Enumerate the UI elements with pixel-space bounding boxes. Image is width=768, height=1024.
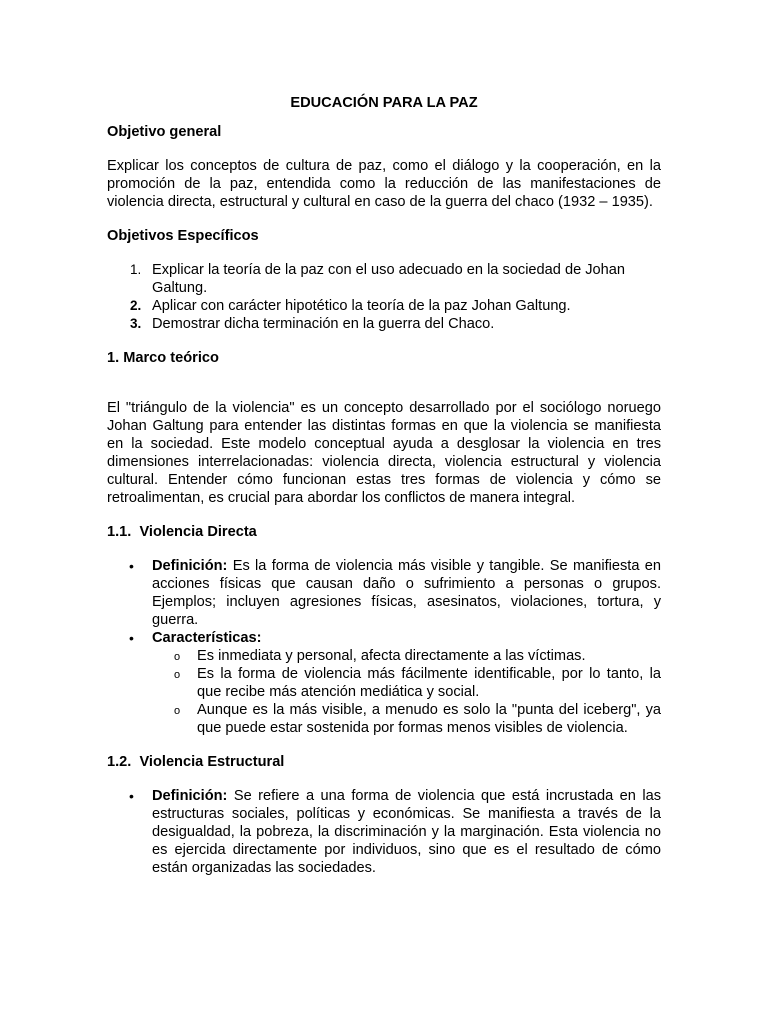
violencia-estructural-list [107,787,661,877]
spacer [107,737,661,753]
caracteristica-text: Aunque es la más visible, a menudo es solo la "punta del iceberg", ya que puede estar sostenida por formas menos visibles de violencia. [197,702,661,736]
caracteristica-text: Es la forma de violencia más fácilmente identificable, por lo tanto, la que recibe más atención mediática y social. [197,666,661,700]
sub-list-item [152,665,661,701]
objetivos-list [107,261,661,333]
spacer [107,211,661,227]
sub-list-item [152,647,661,665]
list-item [107,557,661,629]
objetivo-number: 3. [130,316,142,331]
document-title: EDUCACIÓN PARA LA PAZ [290,95,478,111]
marco-teorico-text: El "triángulo de la violencia" es un concepto desarrollado por el sociólogo noruego Johan Galtung para entender las distintas formas en que la violencia se manifiesta en la sociedad. Este modelo conceptual ayuda a desglosar la violencia en tres dimensiones interrelacionadas: violencia directa, violencia estructural y violencia cultural. Entender cómo funcionan estas tres formas de violencia y cómo se retroalimentan, es crucial para abordar los conflictos de manera integral. [107,400,661,506]
definicion-label: Definición: [152,558,228,574]
sub-list-item [152,701,661,737]
objetivo-text: Demostrar dicha terminación en la guerra del Chaco. [152,316,495,332]
circle-bullet-icon: o [174,669,181,681]
bullet-icon: • [129,558,134,574]
spacer [107,245,661,261]
definicion-text: Es la forma de violencia más visible y tangible. Se manifiesta en acciones físicas que causan daño o sufrimiento a personas o grupos. Ejemplos; incluyen agresiones físicas, asesinatos, violaciones, tortura, y guerra. [152,558,661,628]
objetivo-item [107,261,661,297]
caracteristicas-list [152,647,661,737]
objetivo-item [107,297,661,315]
spacer [107,141,661,157]
heading-violencia-estructural: 1.2. Violencia Estructural [107,754,285,770]
objetivo-text: Explicar la teoría de la paz con el uso adecuado en la sociedad de Johan Galtung. [152,262,625,296]
spacer [107,541,661,557]
list-item [107,787,661,877]
spacer [107,367,661,383]
heading-violencia-directa: 1.1. Violencia Directa [107,524,257,540]
spacer [107,383,661,399]
objetivo-general-text: Explicar los conceptos de cultura de paz, como el diálogo y la cooperación, en la promoción de la paz, entendida como la reducción de las manifestaciones de violencia directa, estructural y cultural en caso de la guerra del chaco (1932 – 1935). [107,158,661,210]
definicion-label: Definición: [152,788,228,804]
spacer [107,333,661,349]
objetivo-number: 1. [130,262,142,277]
violencia-directa-list [107,557,661,737]
caracteristicas-label: Características: [152,630,262,646]
objetivo-text: Aplicar con carácter hipotético la teoría de la paz Johan Galtung. [152,298,571,314]
caracteristica-text: Es inmediata y personal, afecta directamente a las víctimas. [197,648,586,664]
objetivo-item [107,315,661,333]
list-item [107,629,661,737]
definicion-text: Se refiere a una forma de violencia que está incrustada en las estructuras sociales, políticas y económicas. Se manifiesta a través de la desigualdad, la pobreza, la discriminación y la marginación. Esta violencia no es ejercida directamente por individuos, sino que es el resultado de cómo están organizadas las sociedades. [152,788,661,876]
objetivo-number: 2. [130,298,142,313]
circle-bullet-icon: o [174,651,181,663]
heading-marco-teorico: 1. Marco teórico [107,350,219,366]
heading-objetivo-general: Objetivo general [107,124,222,140]
bullet-icon: • [129,788,134,804]
heading-objetivos-especificos: Objetivos Específicos [107,228,259,244]
spacer [107,771,661,787]
circle-bullet-icon: o [174,705,181,717]
bullet-icon: • [129,630,134,646]
spacer [107,507,661,523]
